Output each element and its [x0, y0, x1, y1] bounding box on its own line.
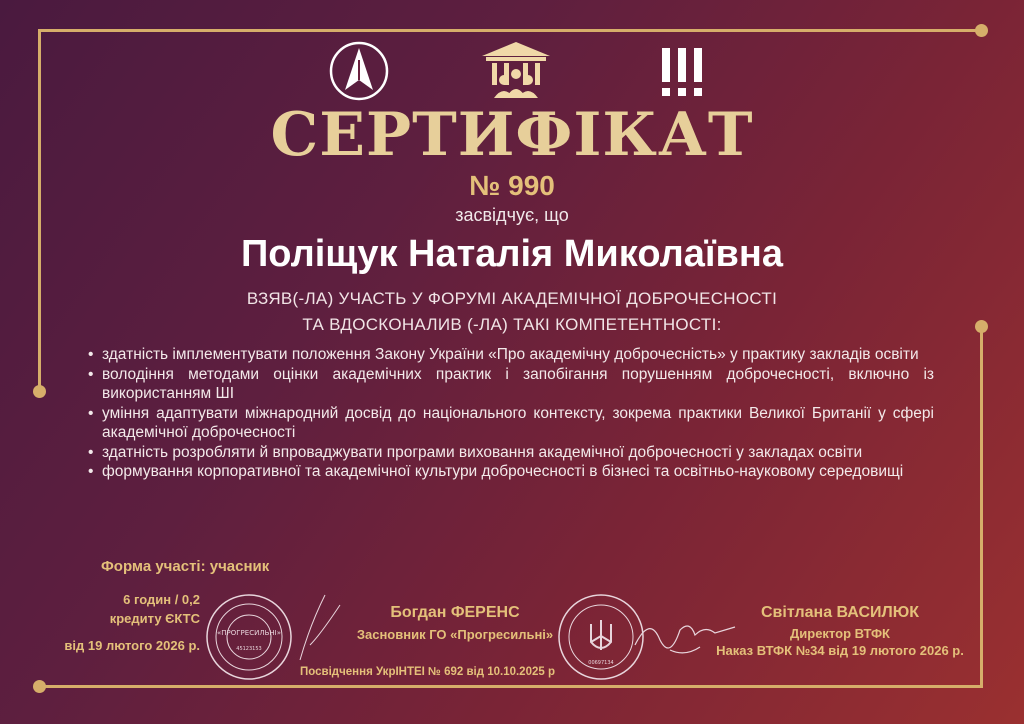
registration-text: Посвідчення УкрІНТЕІ № 692 від 10.10.2025 р: [300, 666, 555, 678]
credits-ects: кредиту ЄКТС: [109, 611, 200, 626]
certificate-number: № 990: [469, 170, 555, 201]
logo-row: [0, 40, 1024, 100]
participation-line-1: ВЗЯВ(-ЛА) УЧАСТЬ У ФОРУМІ АКАДЕМІЧНОЇ ДОБРОЧЕСНОСТІ: [246, 289, 778, 308]
credits-block: [50, 590, 200, 655]
vasyliuk-role: Директор ВТФК: [790, 626, 890, 641]
vasyliuk-name: Світлана ВАСИЛЮК: [761, 604, 919, 621]
frame-right-line: [980, 326, 983, 688]
seal-number: 45123153: [236, 646, 262, 652]
participation-form: Форма участі: учасник: [101, 558, 270, 575]
competency-item: • здатність імплементувати положення Закону України «Про академічну доброчесність» у практику закладів освіти: [88, 345, 934, 365]
progresylni-seal-stamp: [204, 592, 294, 682]
classical-building-people-logo-icon: [480, 40, 552, 100]
competency-item: • здатність розробляти й впроваджувати програми виховання академічної доброчесності у закладах освіти: [88, 443, 934, 463]
vasyliuk-order: Наказ ВТФК №34 від 19 лютого 2026 р.: [716, 643, 964, 658]
certificate-title: СЕРТИФІКАТ: [270, 100, 754, 170]
pen-nib-logo-icon: [328, 40, 390, 102]
competency-item: • формування корпоративної та академічної культури доброчесності в бізнесі та освітньо-науковому середовищі: [88, 462, 934, 482]
frame-dot-left: [33, 385, 46, 398]
ferens-name: Богдан ФЕРЕНС: [390, 604, 520, 621]
seal-number: 00697134: [588, 660, 614, 666]
exclamation-logo-icon: [660, 46, 704, 98]
competencies-list: [88, 345, 934, 482]
frame-top-line: [38, 29, 981, 32]
participation-line-2: ТА ВДОСКОНАЛИВ (-ЛА) ТАКІ КОМПЕТЕНТНОСТІ:: [302, 315, 722, 334]
credits-hours: 6 годин / 0,2: [123, 592, 200, 607]
frame-dot-top-right: [975, 24, 988, 37]
attests-text: засвідчує, що: [455, 205, 569, 225]
seal-center-text: «ПРОГРЕСИЛЬНІ»: [217, 629, 281, 637]
credits-date: від 19 лютого 2026 р.: [64, 638, 200, 653]
frame-bottom-line: [38, 685, 983, 688]
ferens-role: Засновник ГО «Прогресильні»: [356, 627, 554, 642]
frame-dot-bottom-left: [33, 680, 46, 693]
competency-item: • володіння методами оцінки академічних практик і запобігання порушенням доброчесності, включно із використанням ШІ: [88, 365, 934, 404]
competency-item: • уміння адаптувати міжнародний досвід до національного контексту, зокрема практики Великої Британії у сфері академічної доброчесності: [88, 404, 934, 443]
signature-ferens: [290, 585, 350, 665]
trident-icon: [591, 620, 611, 650]
recipient-name: Поліщук Наталія Миколаївна: [240, 233, 783, 275]
